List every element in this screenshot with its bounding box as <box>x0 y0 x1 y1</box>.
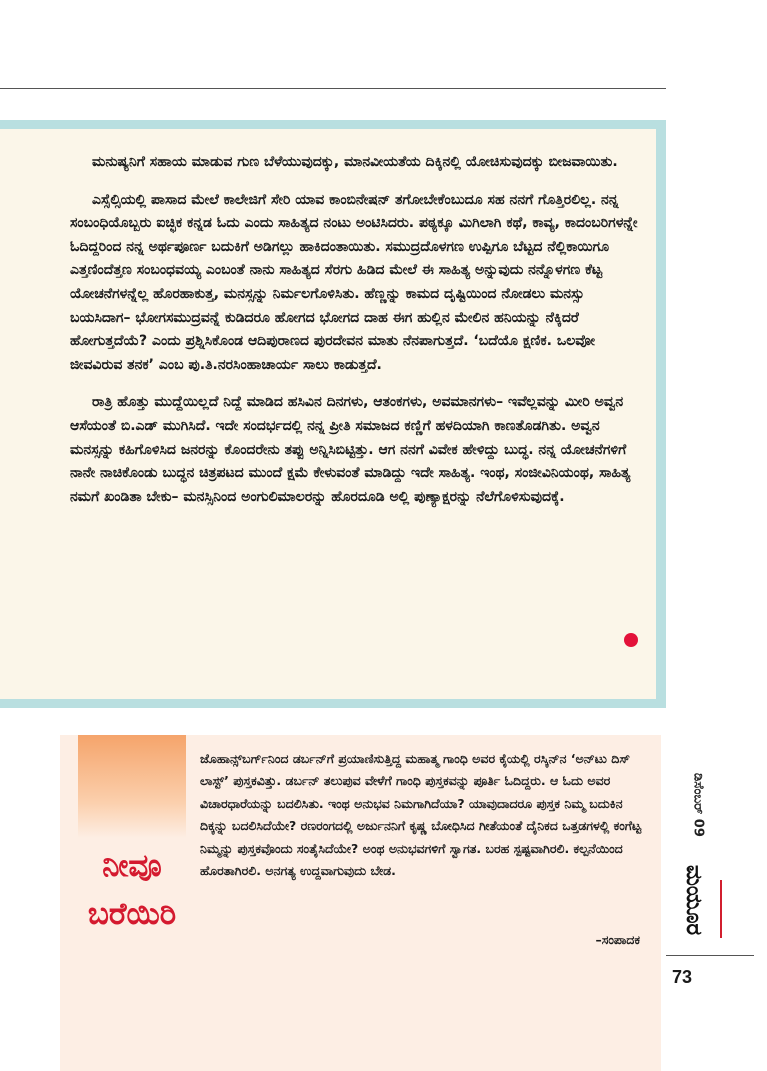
article-panel <box>0 129 656 699</box>
letters-body: ಜೊಹಾನ್ಸ್‌ಬರ್ಗ್‌ನಿಂದ ಡರ್ಬನ್‌ಗೆ ಪ್ರಯಾಣಿಸುತ್ತಿದ್ದ ಮಹಾತ್ಮ ಗಾಂಧಿ ಅವರ ಕೈಯಲ್ಲಿ ರಸ್ಕಿನ್‌ನ ‘ಅನ್‌ಟು ದಿಸ್ ಲಾಸ್ಟ್’ ಪುಸ್ತಕವಿತ್ತು. ಡರ್ಬನ್ ತಲುಪುವ ವೇಳೆಗೆ ಗಾಂಧಿ ಪುಸ್ತಕವನ್ನು ಪೂರ್ತಿ ಓದಿದ್ದರು. ಆ ಓದು ಅವರ ವಿಚಾರಧಾರೆಯನ್ನು ಬದಲಿಸಿತು. ಇಂಥ ಅನುಭವ ನಿಮಗಾಗಿದೆಯಾ? ಯಾವುದಾದರೂ ಪುಸ್ತಕ ನಿಮ್ಮ ಬದುಕಿನ ದಿಕ್ಕನ್ನು ಬದಲಿಸಿದೆಯೇ? ರಣರಂಗದಲ್ಲಿ ಅರ್ಜುನನಿಗೆ ಕೃಷ್ಣ ಬೋಧಿಸಿದ ಗೀತೆಯಂತೆ ದೈನಿಕದ ಒತ್ತಡಗಳಲ್ಲಿ ಕಂಗೆಟ್ಟ ನಿಮ್ಮನ್ನು ಪುಸ್ತಕವೊಂದು ಸಂತೈಸಿದೆಯೇ? ಅಂಥ ಅನುಭವಗಳಿಗೆ ಸ್ವಾಗತ. ಬರಹ ಸ್ಪಷ್ಟವಾಗಿರಲಿ. ಕಲ್ಪನೆಯಿಂದ ಹೊರತಾಗಿರಲಿ. ಅನಗತ್ಯ ಉದ್ದವಾಗುವುದು ಬೇಡ. <box>200 751 642 879</box>
letters-header-decoration <box>78 735 186 838</box>
end-mark-dot <box>624 633 638 647</box>
magazine-name: ಮಯೂರ <box>681 864 707 936</box>
issue-date: ಡಿಸೆಂಬರ್ 09 <box>690 773 706 837</box>
magazine-name-underline <box>720 880 722 938</box>
article-paragraph: ಎಸ್ಸೆಲ್ಸಿಯಲ್ಲಿ ಪಾಸಾದ ಮೇಲೆ ಕಾಲೇಜಿಗೆ ಸೇರಿ ಯಾವ ಕಾಂಬಿನೇಷನ್ ತಗೋಬೇಕೆಂಬುದೂ ಸಹ ನನಗೆ ಗೊತ್ತಿರಲಿಲ್ಲ. ನನ್ನ ಸಂಬಂಧಿಯೊಬ್ಬರು ಐಚ್ಛಿಕ ಕನ್ನಡ ಓದು ಎಂದು ಸಾಹಿತ್ಯದ ನಂಟು ಅಂಟಿಸಿದರು. ಪಠ್ಯಕ್ಕೂ ಮಿಗಿಲಾಗಿ ಕಥೆ, ಕಾವ್ಯ, ಕಾದಂಬರಿಗಳನ್ನೇ ಓದಿದ್ದರಿಂದ ನನ್ನ ಅರ್ಥಪೂರ್ಣ ಬದುಕಿಗೆ ಅಡಿಗಲ್ಲು ಹಾಕಿದಂತಾಯಿತು. ಸಮುದ್ರದೊಳಗಣ ಉಪ್ಪಿಗೂ ಬೆಟ್ಟದ ನೆಲ್ಲಿಕಾಯಿಗೂ ಎತ್ತಣಿಂದೆತ್ತಣ ಸಂಬಂಧವಯ್ಯ ಎಂಬಂತೆ ನಾನು ಸಾಹಿತ್ಯದ ಸೆರಗು ಹಿಡಿದ ಮೇಲೆ ಈ ಸಾಹಿತ್ಯ ಅನ್ನುವುದು ನನ್ನೊಳಗಣ ಕೆಟ್ಟ ಯೋಚನೆಗಳನ್ನೆಲ್ಲ ಹೊರಹಾಕುತ್ತ, ಮನಸ್ಸನ್ನು ನಿರ್ಮಲಗೊಳಿಸಿತು. ಹೆಣ್ಣನ್ನು ಕಾಮದ ದೃಷ್ಟಿಯಿಂದ ನೋಡಲು ಮನಸ್ಸು ಬಯಸಿದಾಗ– ಭೋಗಸಮುದ್ರವನ್ನೆ ಕುಡಿದರೂ ಹೋಗದ ಭೋಗದ ದಾಹ ಈಗ ಹುಲ್ಲಿನ ಮೇಲಿನ ಹನಿಯನ್ನು ನೆಕ್ಕಿದರೆ ಹೋಗುತ್ತದೆಯೆ? ಎಂದು ಪ್ರಶ್ನಿಸಿಕೊಂಡ ಆದಿಪುರಾಣದ ಪುರದೇವನ ಮಾತು ನೆನಪಾಗುತ್ತದೆ. ‘ಬದೆಯೊ ಕ್ಷಣಿಕ. ಒಲವೋ ಜೀವವಿರುವ ತನಕ’ ಎಂಬ ಪು.ತಿ.ನರಸಿಂಹಾಚಾರ್ಯ ಸಾಲು ಕಾಡುತ್ತದೆ. <box>70 191 638 373</box>
article-paragraph: ಮನುಷ್ಯನಿಗೆ ಸಹಾಯ ಮಾಡುವ ಗುಣ ಬೆಳೆಯುವುದಕ್ಕು, ಮಾನವೀಯತೆಯ ದಿಕ್ಕಿನಲ್ಲಿ ಯೋಚಿಸುವುದಕ್ಕು ಬೀಜವಾಯಿತು. <box>92 154 618 170</box>
sidebar-divider <box>666 955 754 956</box>
article-body <box>70 151 645 523</box>
editor-signature: –ಸಂಪಾದಕ <box>595 932 640 947</box>
article-paragraph: ರಾತ್ರಿ ಹೊತ್ತು ಮುದ್ದೆಯಿಲ್ಲದೆ ನಿದ್ದೆ ಮಾಡಿದ ಹಸಿವಿನ ದಿನಗಳು, ಆತಂಕಗಳು, ಅವಮಾನಗಳು– ಇವೆಲ್ಲವನ್ನು ಮೀರಿ ಅವ್ವನ ಆಸೆಯಂತೆ ಬಿ.ಎಡ್ ಮುಗಿಸಿದೆ. ಇದೇ ಸಂದರ್ಭದಲ್ಲಿ ನನ್ನ ಪ್ರೀತಿ ಸಮಾಜದ ಕಣ್ಣಿಗೆ ಹಳದಿಯಾಗಿ ಕಾಣತೊಡಗಿತು. ಅವ್ವನ ಮನಸ್ಸನ್ನು ಕಹಿಗೊಳಿಸಿದ ಜನರನ್ನು ಕೊಂದರೇನು ತಪ್ಪು ಅನ್ನಿಸಿಬಿಟ್ಟಿತ್ತು. ಆಗ ನನಗೆ ವಿವೇಕ ಹೇಳಿದ್ದು ಬುದ್ಧ. ನನ್ನ ಯೋಚನೆಗಳಿಗೆ ನಾನೇ ನಾಚಿಕೊಂಡು ಬುದ್ಧನ ಚಿತ್ರಪಟದ ಮುಂದೆ ಕ್ಷಮೆ ಕೇಳುವಂತೆ ಮಾಡಿದ್ದು ಇದೇ ಸಾಹಿತ್ಯ. ಇಂಥ, ಸಂಜೀವಿನಿಯಂಥ, ಸಾಹಿತ್ಯ ನಮಗೆ ಖಂಡಿತಾ ಬೇಕು– ಮನಸ್ಸಿನಿಂದ ಅಂಗುಲಿಮಾಲರನ್ನು ಹೊರದೂಡಿ ಅಲ್ಲಿ ಪುಣ್ಯಾಕ್ಷರನ್ನು ನೆಲೆಗೊಳಿಸುವುದಕ್ಕೆ. <box>70 394 631 505</box>
letters-heading-line1: ನೀವೂ <box>102 848 162 884</box>
top-divider <box>0 88 666 89</box>
page-number: 73 <box>672 967 693 987</box>
letters-heading-line2: ಬರೆಯಿರಿ <box>87 896 177 932</box>
article-frame <box>0 120 666 708</box>
